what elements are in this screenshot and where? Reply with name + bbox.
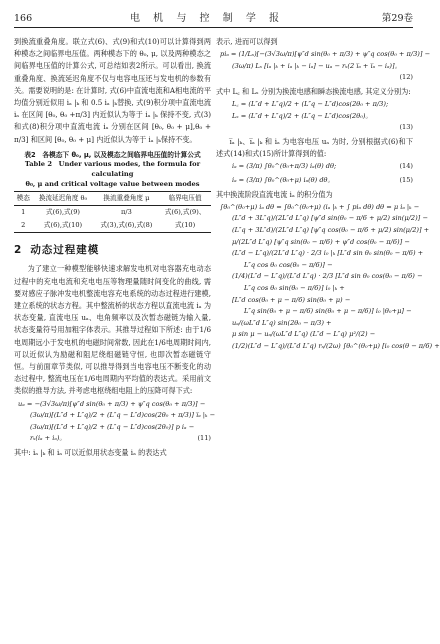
table-row: [14, 206, 211, 220]
table-header-cell: 换流重叠角度 μ: [103, 194, 150, 203]
table-cell: 1: [21, 208, 26, 217]
equation-15: iₐ = (3/π) ∫θ₀^(θ₀+μ) iₐ(θ) dθ。 (15): [216, 175, 413, 187]
equation-12: piₐ = (1/Lₛ)[−(3√3ω/π)[ψ″d sin(θ₀ + π/3) + ψ″q cos(θ₀ + π/3)] − (3ω/π) Lₛ [iₐ |ₖ + iₐ |ₖ − iₐ] − uₐ − rₛ(2 i̅ₐ + i̅ₐ − iₐ)]。 (12): [216, 49, 413, 84]
right-paragraph-lc: 式中 L꜀ 和 Lₛ 分别为换流电感和瞬态换流电感, 其定义分别为:: [216, 86, 411, 96]
formula-table: [14, 191, 211, 233]
table-cell: 式(3),式(6),式(8): [100, 221, 153, 230]
section-heading: [14, 244, 211, 256]
table-cell: 式(10): [175, 221, 196, 230]
right-paragraph-int: 其中换流阶段直流电流 iₐ 的积分值为: [216, 189, 333, 199]
left-paragraph-3: 其中: iₐ |ₖ 和 iₐ 可以近似用状态变量 iₐ 的表达式: [14, 448, 167, 458]
table-header-cell: 模态: [16, 194, 30, 203]
table-cell: 式(6),式(9): [46, 208, 80, 217]
volume-label: 第29卷: [381, 13, 413, 24]
table-cell: 2: [21, 221, 26, 230]
right-column: [216, 36, 440, 354]
right-intro: 表示, 进而可以得到: [216, 37, 278, 46]
table-caption-en-2: θ₀, μ and critical voltage value between modes: [25, 179, 200, 188]
equation-11: uₐ = −(3√3ω/π)[ψ″d sin(θ₀ + π/3) + ψ″q cos(θ₀ + π/3)] − (3ω/π)[(L″d + L″q)/2 + (L″q − L″d)cos(2θ₀ + π/3)] i̅ₐ |ₖ − (3ω/π)[(L″d + L″q)/2 + (L″q − L″d)cos(2θ₀)] p iₐ − rₛ(iₐ + iₐ)。 (11): [14, 399, 211, 445]
journal-title: 电 机 与 控 制 学 报: [129, 13, 285, 24]
page-header: [14, 8, 413, 28]
table-row: [14, 219, 211, 233]
right-paragraph-avg: i̅ₐ |ₖ、i̅ₐ |ₖ 和 iₐ 为电容电压 uₐ 为时, 分别根据式(6)和下述式(14)和式(15)所计算得到的值:: [216, 136, 413, 159]
equation-number: (12): [399, 73, 413, 82]
table-cell: π/3: [121, 208, 132, 217]
equation-number: (11): [197, 434, 211, 443]
table-caption: [14, 151, 211, 189]
equation-number: (13): [399, 123, 413, 132]
equation-13: L꜀ = (L″d + L″q)/2 + (L″q − L″d)cos(2θ₀ + π/3); Lₛ = (L″d + L″q)/2 + (L″q − L″d)cos(2θ₀)。 (13): [216, 99, 413, 134]
table-cell: 式(6),式(10): [43, 221, 83, 230]
table-caption-en-1: Table 2 Under various modes, the formula for calculating: [24, 160, 201, 179]
table-caption-cn: 表2 各模态下 θ₀, μ, 以及模态之间临界电压值的计算公式: [24, 150, 201, 159]
section-number: 2: [14, 244, 23, 257]
left-paragraph-2: 为了建立一种模型能够快速求解发电机对电容器充电动态过程中的充电电流和充电电压等物理量随时间变化的曲线, 需要对感应子脉冲发电机整流电容充电系统的动态过程进行建模, 建立系统的状态方程。其中整流桥的状态方程以直流电流 iₐ 为状态变量, 直流电压 uₐ、电角频率以及次暂态磁链为输入量, 状态变量符号用加粗字体表示。其推导过程如下所述: 由于1/6电周期远小于发电机的电磁时间常数, 因此在1/6电周期时间内, 可以近似认为励磁和阻尼绕组磁链守恒, 也即次暂态磁链守恒。与前面章节类似, 可以推导得到当电容电压不断变化的动态过程中, 整流电压在1/6电周期内平均值的表达式。采用前文类似的推导方法, 并考虑电枢绕组电阻上的压降可得下式:: [14, 264, 211, 396]
equation-16: ∫θ₀^(θ₀+μ) iₐ dθ = ∫θ₀^(θ₀+μ) (iₐ |ₖ + ∫ piₐ dθ) dθ = μ iₐ |ₖ − (L″d + 3L″q)/(2L″d L″q) [ψ″d sin(θ₀ − π/6 + μ/2) sin(μ/2)] − (L″q + 3L″d)/(2L″d L″q) [ψ″q cos(θ₀ − π/6 + μ/2) sin(μ/2)] + μ/(2L″d L″q) [ψ″q sin(θ₀ − π/6) + ψ″d cos(θ₀ − π/6)] − (L″d − L″q)/(2L″d L″q) · 2/3 i₀ |ₖ [L″d sin θ₀ sin(θ₀ − π/6) + L″q cos θ₀ cos(θ₀ − π/6)] − (1/4)(L″d − L″q)/(L″d L″q) · 2/3 [L″d sin θ₀ cos(θ₀ − π/6) − L″q cos θ₀ sin(θ₀ − π/6)] i₀ |ₖ + [L″d cos(θ₀ + μ − π/6) sin(θ₀ + μ) − L″q sin(θ₀ + μ − π/6) sin(θ₀ + μ − π/6)] i₀ |θ₀+μ] − uₐ/(ωL″d L″q) sin(2θ₀ − π/3) + μ sin μ − uₐ/(ωL″d L″q) (L″d − L″q) μ²/(2) − (1/2)(L″d − L″q)/(L″d L″q) rₛ/(2ω) ∫θ₀^(θ₀+μ) [i₀ cos(θ − π/6) +: [220, 202, 440, 350]
equation-14: iₐ = (3/π) ∫θ₀^(θ₀+π/3) iₐ(θ) dθ; (14): [216, 161, 413, 173]
equation-number: (15): [399, 175, 413, 184]
page-number: 166: [14, 13, 33, 24]
table-header-row: [14, 192, 211, 206]
left-paragraph-1: 到换流重叠角度。联立式(6)、式(9)和式(10)可以计算得到两种模态之间临界电压值。两种模态下的 θ₀, μ, 以及两种模态之间临界电压值的计算公式, 可总结如表2所示。可以看出, 换流重叠角度、换流延迟角度不仅与电容电压还与发电机的参数有关。需要说明的是: 在计算时, 式(6)中直流电流和A相电流的平均值分别近似用 iₐ |ₖ 和 0.5 iₐ |ₖ替换, 式(9)积分项中直流电流 iₐ 在区间 [θ₀, θ₀ +π/3] 内近似认为等于 iₐ |ₖ 保持不变, 式(3) 和式(8)积分项中直流电流 iₐ 分别在区间 [θ₀, θ₀ + μ],θ₀ + π/3] 和区间 [θ₀, θ₀ + μ] 内近似认为等于 iₐ |ₖ保持不变。: [14, 37, 212, 144]
section-title: 动态过程建模: [30, 244, 100, 257]
left-column: [14, 36, 216, 459]
table-header-cell: 临界电压值: [168, 194, 202, 203]
table-cell: 式(6),式(9)、: [164, 208, 206, 217]
table-header-cell: 换流延迟角度 θ₀: [38, 194, 88, 203]
equation-number: (14): [399, 162, 413, 171]
